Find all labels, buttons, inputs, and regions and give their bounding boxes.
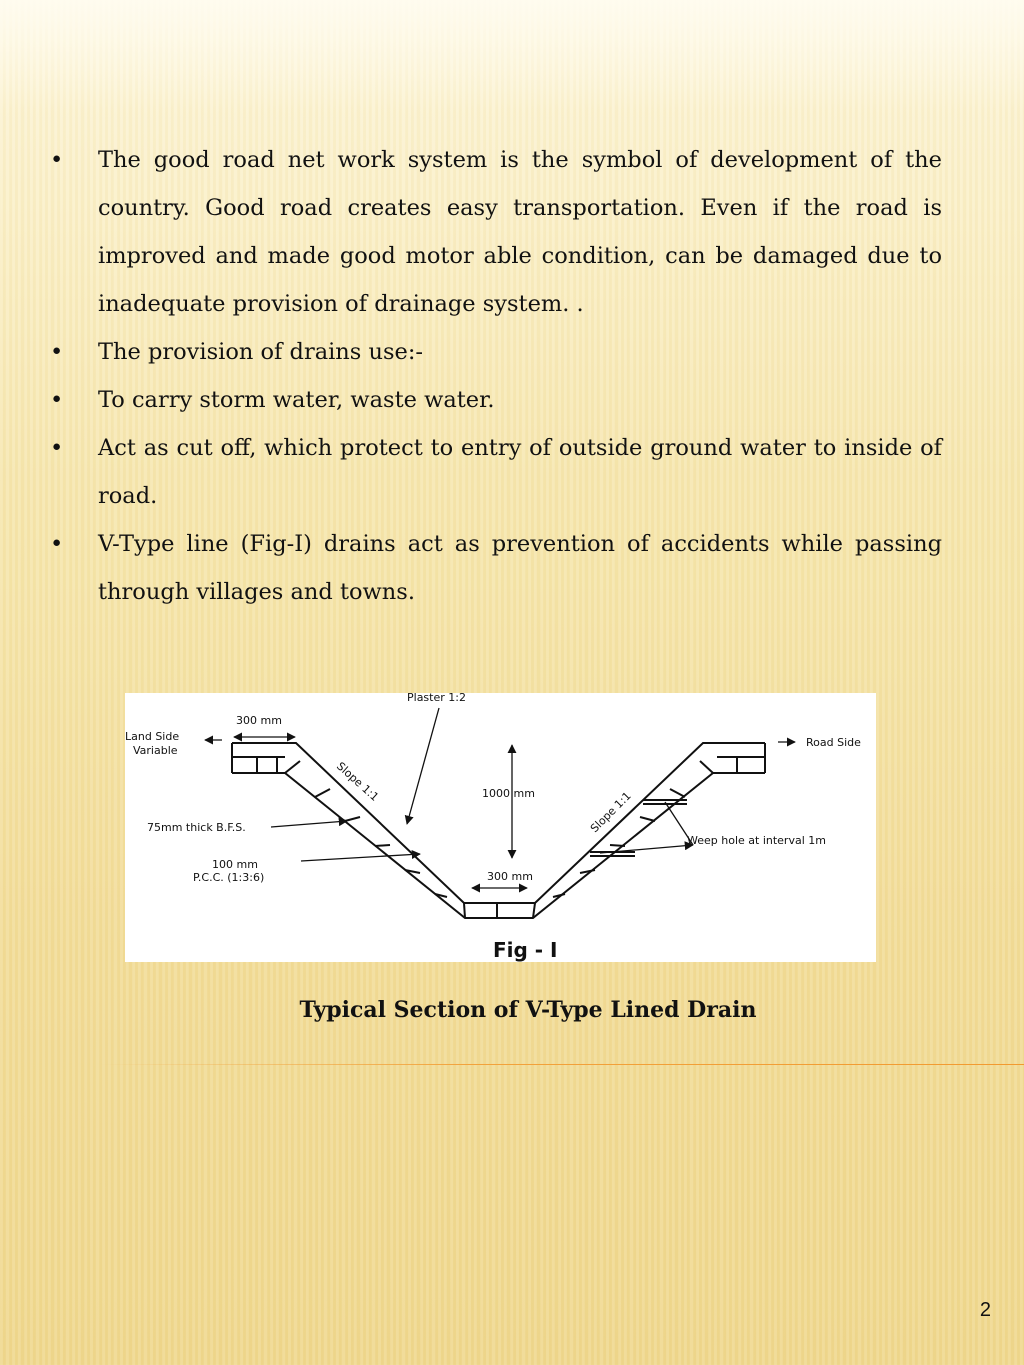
depth-label: 1000 mm <box>482 787 535 800</box>
weep-hole-label: Weep hole at interval 1m <box>687 834 826 847</box>
bullet-item <box>46 520 942 616</box>
top-width-label: 300 mm <box>236 714 282 727</box>
bullet-item <box>46 376 942 424</box>
bullet-text: The provision of drains use:- <box>98 339 424 365</box>
bullet-text: V-Type line (Fig-I) drains act as prevention of accidents while passing through villages and towns. <box>98 531 942 605</box>
road-side-label: Road Side <box>806 736 861 749</box>
bullet-item <box>46 136 942 328</box>
bullet-marker: • <box>50 531 64 557</box>
bottom-width-label: 300 mm <box>487 870 533 883</box>
land-side-label: Land Side <box>125 730 180 743</box>
land-side-variable-label: Variable <box>133 744 178 757</box>
figure-caption: Typical Section of V-Type Lined Drain <box>299 997 757 1023</box>
bullet-text: The good road net work system is the symbol of development of the country. Good road creates easy transportation. Even if the road is improved and made good motor able condition, can be damaged due to inadequate provision of drainage system. . <box>98 147 942 317</box>
plaster-label: Plaster 1:2 <box>407 693 466 704</box>
bullet-text: Act as cut off, which protect to entry of outside ground water to inside of road. <box>98 435 942 509</box>
top-fade <box>0 0 1024 110</box>
divider-line <box>100 1064 1024 1065</box>
bullet-item <box>46 424 942 520</box>
slope-right-label: Slope 1:1 <box>587 789 634 836</box>
pcc-mix-label: P.C.C. (1:3:6) <box>193 871 265 884</box>
drain-section-drawing <box>125 693 876 962</box>
drain-lining <box>232 743 765 918</box>
drain-section-figure <box>125 693 876 962</box>
bullet-text: To carry storm water, waste water. <box>98 387 495 413</box>
figure-label: Fig - I <box>493 938 558 962</box>
bullet-marker: • <box>50 387 64 413</box>
pcc-thickness-label: 100 mm <box>212 858 258 871</box>
bullet-list <box>46 136 942 616</box>
slope-left-label: Slope 1:1 <box>333 759 382 804</box>
bullet-item <box>46 328 942 376</box>
bullet-marker: • <box>50 147 64 173</box>
bfs-label: 75mm thick B.F.S. <box>147 821 246 834</box>
bullet-marker: • <box>50 435 64 461</box>
page-number: 2 <box>979 1299 991 1321</box>
bullet-marker: • <box>50 339 64 365</box>
